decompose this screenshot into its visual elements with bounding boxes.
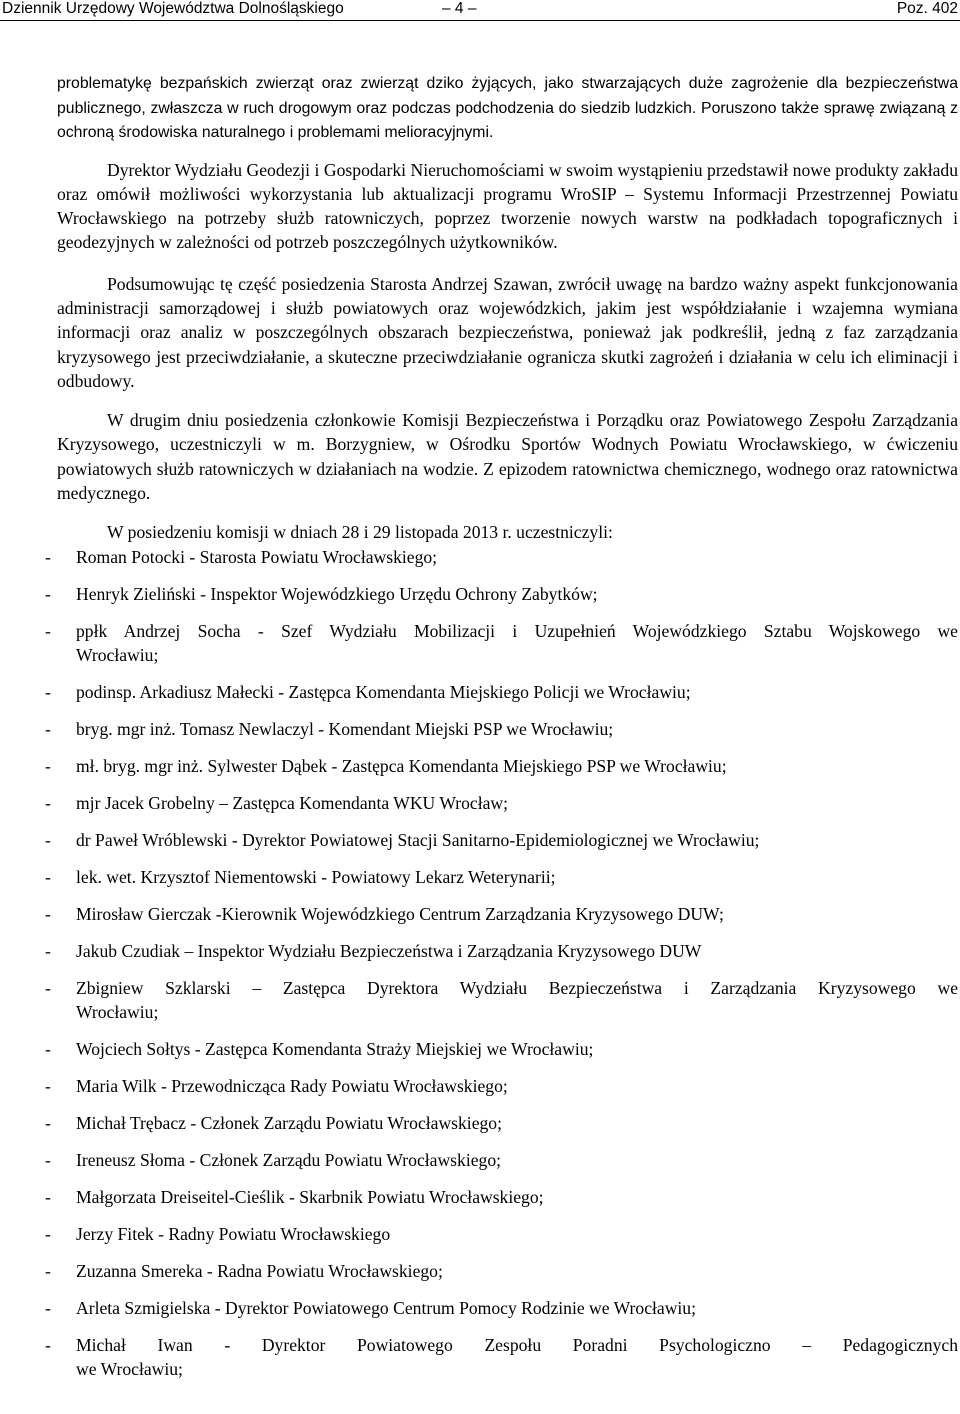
participant-item: - bryg. mgr inż. Tomasz Newlaczyl - Komendant Miejski PSP we Wrocławiu; bbox=[57, 717, 958, 741]
page-header bbox=[0, 0, 960, 21]
participant-item: - Roman Potocki - Starosta Powiatu Wrocławskiego; bbox=[57, 545, 958, 569]
participant-item: - mjr Jacek Grobelny – Zastępca Komendanta WKU Wrocław; bbox=[57, 791, 958, 815]
participants-intro: W posiedzeniu komisji w dniach 28 i 29 listopada 2013 r. uczestniczyli: bbox=[107, 522, 613, 543]
participant-item: - Henryk Zieliński - Inspektor Wojewódzkiego Urzędu Ochrony Zabytków; bbox=[57, 582, 958, 606]
participant-item: - Wojciech Sołtys - Zastępca Komendanta Straży Miejskiej we Wrocławiu; bbox=[57, 1037, 958, 1061]
paragraph-second-day: W drugim dniu posiedzenia członkowie Komisji Bezpieczeństwa i Porządku oraz Powiatowego Zespołu Zarządzania Kryzysowego, uczestniczyli w m. Borzygniew, w Ośrodku Sportów Wodnych Powiatu Wrocławskiego, w ćwiczeniu powiatowych służb ratowniczych w działaniach na wodzie. Z epizodem ratownictwa chemicznego, wodnego oraz ratownictwa medycznego. bbox=[57, 410, 958, 504]
page-number: – 4 – bbox=[442, 0, 477, 17]
participant-item: - Jakub Czudiak – Inspektor Wydziału Bezpieczeństwa i Zarządzania Kryzysowego DUW bbox=[57, 939, 958, 963]
participant-item: - Zuzanna Smereka - Radna Powiatu Wrocławskiego; bbox=[57, 1259, 958, 1283]
participant-item: - Michał Trębacz - Członek Zarządu Powiatu Wrocławskiego; bbox=[57, 1111, 958, 1135]
paragraph-geodesy: Dyrektor Wydziału Geodezji i Gospodarki Nieruchomościami w swoim wystąpieniu przedstawił nowe produkty zakładu oraz omówił możliwości wykorzystania lub aktualizacji programu WroSIP – Systemu Informacji Przestrzennej Powiatu Wrocławskiego na potrzeby służb ratowniczych, poprzez tworzenie nowych warstw na podkładach topograficznych i geodezyjnych w zależności od potrzeb poszczególnych użytkowników. bbox=[57, 159, 958, 253]
participant-item: - lek. wet. Krzysztof Niementowski - Powiatowy Lekarz Weterynarii; bbox=[57, 865, 958, 889]
participant-item: - Zbigniew Szklarski – Zastępca Dyrektora Wydziału Bezpieczeństwa i Zarządzania Kryzysowego we Wrocławiu; bbox=[57, 976, 958, 1025]
participant-item: - Jerzy Fitek - Radny Powiatu Wrocławskiego bbox=[57, 1222, 958, 1246]
paragraph-summary: Podsumowując tę część posiedzenia Starosta Andrzej Szawan, zwrócił uwagę na bardzo ważny aspekt funkcjonowania administracji samorządowej i służb powiatowych oraz wojewódzkich, jakim jest współdziałanie i wzajemna wymiana informacji oraz analiz w poszczególnych obszarach bezpieczeństwa, ponieważ jak podkreślił, jedną z faz zarządzania kryzysowego jest przeciwdziałanie, a skuteczne przeciwdziałanie ogranicza skutki zagrożeń i działania w celu ich eliminacji i odbudowy. bbox=[57, 273, 958, 391]
participant-item: - Michał Iwan - Dyrektor Powiatowego Zespołu Poradni Psychologiczno – Pedagogicznych we Wrocławiu; bbox=[57, 1333, 958, 1382]
participant-item: - dr Paweł Wróblewski - Dyrektor Powiatowej Stacji Sanitarno-Epidemiologicznej we Wrocławiu; bbox=[57, 828, 958, 852]
participant-item: - Małgorzata Dreiseitel-Cieślik - Skarbnik Powiatu Wrocławskiego; bbox=[57, 1185, 958, 1209]
participant-item: - Maria Wilk - Przewodnicząca Rady Powiatu Wrocławskiego; bbox=[57, 1074, 958, 1098]
participant-item: - Mirosław Gierczak -Kierownik Wojewódzkiego Centrum Zarządzania Kryzysowego DUW; bbox=[57, 902, 958, 926]
participants-list bbox=[57, 545, 958, 1382]
participant-item: - Ireneusz Słoma - Członek Zarządu Powiatu Wrocławskiego; bbox=[57, 1148, 958, 1172]
participant-item: - ppłk Andrzej Socha - Szef Wydziału Mobilizacji i Uzupełnień Wojewódzkiego Sztabu Wojskowego we Wrocławiu; bbox=[57, 619, 958, 668]
participant-item: - podinsp. Arkadiusz Małecki - Zastępca Komendanta Miejskiego Policji we Wrocławiu; bbox=[57, 680, 958, 704]
participant-item: - mł. bryg. mgr inż. Sylwester Dąbek - Zastępca Komendanta Miejskiego PSP we Wrocławiu; bbox=[57, 754, 958, 778]
journal-title: Dziennik Urzędowy Województwa Dolnośląskiego bbox=[2, 0, 344, 17]
position-number: Poz. 402 bbox=[896, 0, 958, 17]
participant-item: - Arleta Szmigielska - Dyrektor Powiatowego Centrum Pomocy Rodzinie we Wrocławiu; bbox=[57, 1296, 958, 1320]
document-body bbox=[57, 72, 958, 1394]
paragraph-animals: problematykę bezpańskich zwierząt oraz zwierząt dziko żyjących, jako stwarzających duże zagrożenie dla bezpieczeństwa publicznego, zwłaszcza w ruch drogowym oraz podczas podchodzenia do siedzib ludzkich. Poruszono także sprawę związaną z ochroną środowiska naturalnego i problemami melioracyjnymi. bbox=[57, 75, 958, 141]
